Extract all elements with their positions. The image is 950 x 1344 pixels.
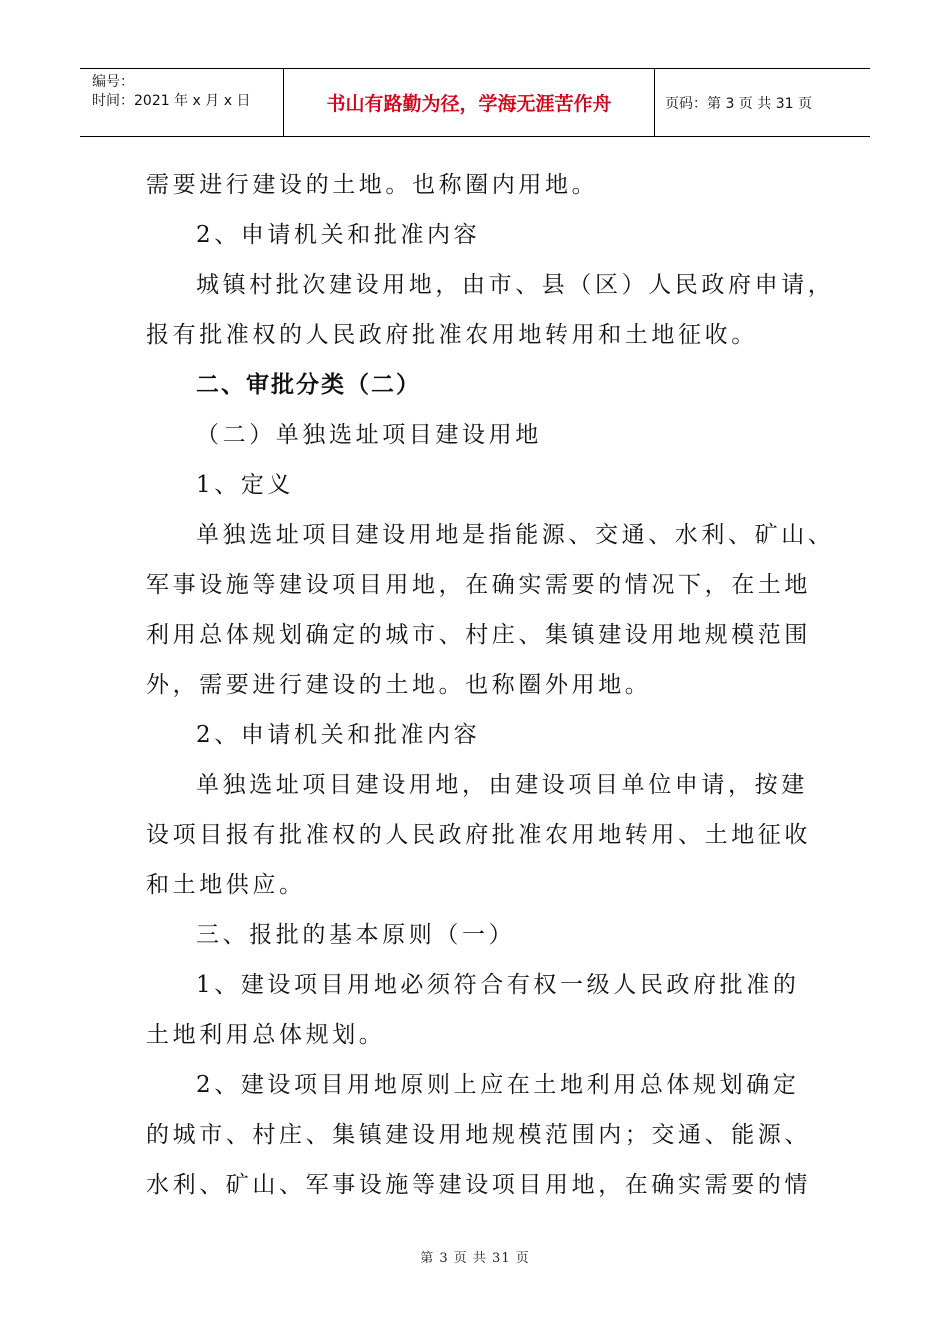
section-heading: 二、审批分类（二）	[196, 372, 421, 398]
subsection-heading: 2、申请机关和批准内容	[196, 222, 481, 248]
body-line: 利用总体规划确定的城市、村庄、集镇建设用地规模范围	[146, 622, 811, 648]
document-time-label: 时间：2021 年 x 月 x 日	[92, 93, 251, 109]
subsection-heading: 2、申请机关和批准内容	[196, 722, 481, 748]
header-page-cell	[655, 69, 870, 136]
page-header	[80, 68, 870, 137]
body-line: 军事设施等建设项目用地，在确实需要的情况下，在土地	[146, 572, 811, 598]
body-line: 城镇村批次建设用地，由市、县（区）人民政府申请，	[196, 272, 835, 298]
body-line: 和土地供应。	[146, 872, 306, 898]
body-line: 单独选址项目建设用地，由建设项目单位申请，按建	[196, 772, 808, 798]
body-line: 2、建设项目用地原则上应在土地利用总体规划确定	[196, 1072, 800, 1098]
body-line: 设项目报有批准权的人民政府批准农用地转用、土地征收	[146, 822, 811, 848]
body-line: 1、建设项目用地必须符合有权一级人民政府批准的	[196, 972, 800, 998]
header-meta	[80, 69, 283, 136]
body-line: 土地利用总体规划。	[146, 1022, 386, 1048]
body-line: 的城市、村庄、集镇建设用地规模范围内；交通、能源、	[146, 1122, 811, 1148]
section-heading: 三、报批的基本原则（一）	[196, 922, 516, 948]
header-page-info: 页码：第 3 页 共 31 页	[665, 95, 812, 112]
body-line: 单独选址项目建设用地是指能源、交通、水利、矿山、	[196, 522, 835, 548]
body-line: 水利、矿山、军事设施等建设项目用地，在确实需要的情	[146, 1172, 811, 1198]
subsection-heading: （二）单独选址项目建设用地	[196, 422, 542, 448]
body-line: 外，需要进行建设的土地。也称圈外用地。	[146, 672, 652, 698]
body-line: 报有批准权的人民政府批准农用地转用和土地征收。	[146, 322, 758, 348]
header-motto-cell	[283, 69, 655, 136]
document-number-label: 编号：	[92, 74, 134, 90]
subsection-heading: 1、定义	[196, 472, 295, 498]
page-footer: 第 3 页 共 31 页	[420, 1251, 530, 1266]
header-motto: 书山有路勤为径，学海无涯苦作舟	[326, 93, 612, 115]
body-line: 需要进行建设的土地。也称圈内用地。	[146, 172, 599, 198]
